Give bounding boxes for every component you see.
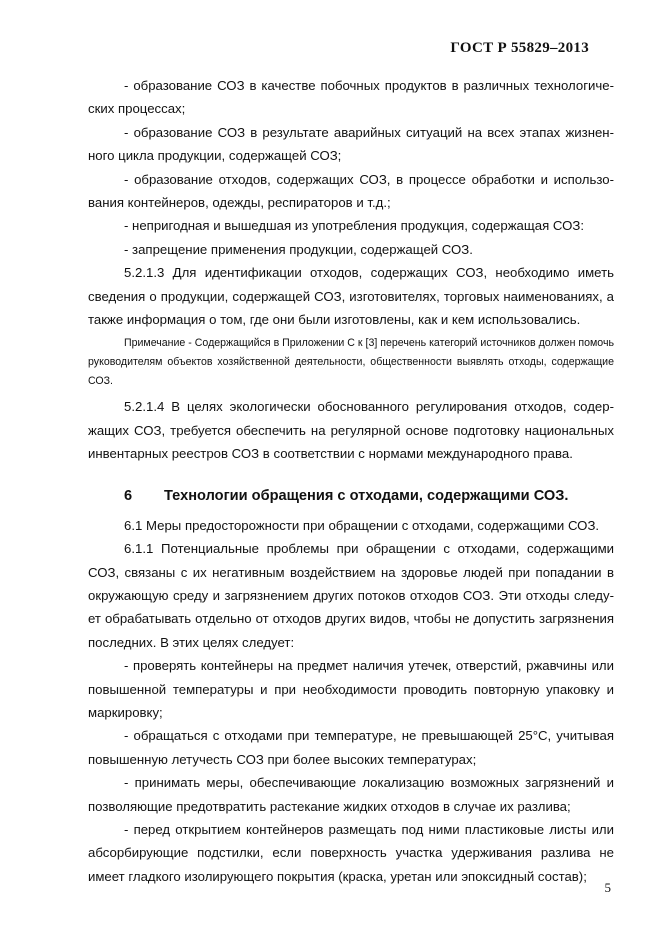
page-body [88,74,614,888]
clause-6-1-1: 6.1.1 Потенциальные проблемы при обращении с отходами, содержащими СОЗ, связаны с их негативным воздействием на здоровье людей при попадании в окружающую среду и загрязнением других потоков отходов СОЗ. Эти отходы следует обрабатывать отдельно от отходов других видов, чтобы не допустить загрязнения последних. В этих целях следует: [88,541,614,650]
section-number: 6 [124,487,133,504]
note-paragraph: Примечание - Содержащийся в Приложении С к [3] перечень категорий источников должен помочь руководителям объектов хозяйственной деятельности, общественности выявлять отходы, содержащие СОЗ. [88,337,614,388]
section-title: Технологии обращения с отходами, содержащими СОЗ. [164,487,569,504]
document-header-standard: ГОСТ Р 55829–2013 [450,40,589,56]
list-item: - образование СОЗ в результате аварийных ситуаций на всех этапах жизненного цикла продукции, содержащей СОЗ; [88,124,614,164]
list-item: - проверять контейнеры на предмет наличия утечек, отверстий, ржавчины или повышенной температуры и при необходимости проводить повторную упаковку и маркировку; [88,658,614,720]
list-item: - перед открытием контейнеров размещать под ними пластиковые листы или абсорбирующие подстилки, если поверхность участка удерживания разлива не имеет гладкого изолирующего покрытия (краска, уретан или эпоксидный состав); [88,821,614,884]
list-item: - образование СОЗ в качестве побочных продуктов в различных технологических процессах; [88,78,614,117]
list-item: - принимать меры, обеспечивающие локализацию возможных загрязнений и позволяющие предотвратить растекание жидких отходов в случае их разлива; [88,775,614,814]
list-item: - обращаться с отходами при температуре, не превышающей 25°С, учитывая повышенную летучесть СОЗ при более высоких температурах; [88,728,614,767]
clause-6-1: 6.1 Меры предосторожности при обращении с отходами, содержащими СОЗ. [124,517,600,533]
section-heading [88,484,614,508]
clause-5-2-1-3: 5.2.1.3 Для идентификации отходов, содержащих СОЗ, необходимо иметь сведения о продукции, содержащей СОЗ, изготовителях, торговых наименованиях, а также информация о том, где они были изготовлены, как и кем использовались. [88,265,614,328]
clause-5-2-1-4: 5.2.1.4 В целях экологически обоснованного регулирования отходов, содержащих СОЗ, требуется обеспечить на регулярной основе подготовку национальных инвентарных реестров СОЗ в соответствии с нормами международного права. [88,399,614,462]
list-item: - образование отходов, содержащих СОЗ, в процессе обработки и использования контейнеров, одежды, респираторов и т.д.; [88,171,614,211]
list-item: - непригодная и вышедшая из употребления продукция, содержащая СОЗ: [124,218,584,234]
page-number: 5 [604,880,611,895]
list-item: - запрещение применения продукции, содержащей СОЗ. [124,241,473,257]
